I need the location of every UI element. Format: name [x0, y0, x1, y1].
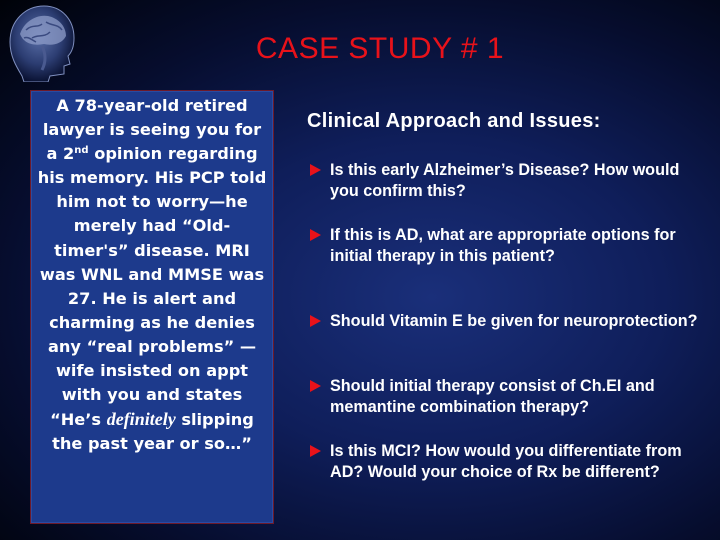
triangle-right-icon — [308, 163, 322, 177]
triangle-right-icon — [308, 314, 322, 328]
triangle-right-icon — [308, 444, 322, 458]
case-emphasis: definitely — [106, 409, 176, 430]
case-description-box — [30, 90, 274, 524]
list-item — [308, 225, 708, 267]
list-item-text: If this is AD, what are appropriate options for initial therapy in this patient? — [330, 226, 676, 265]
issues-heading: Clinical Approach and Issues: — [307, 110, 601, 132]
page-title: CASE STUDY # 1 — [255, 32, 505, 65]
list-item-text: Is this MCI? How would you differentiate from AD? Would your choice of Rx be different? — [330, 442, 682, 481]
triangle-right-icon — [308, 379, 322, 393]
ordinal-suffix: nd — [74, 145, 89, 157]
list-item-text: Should initial therapy consist of Ch.EI and memantine combination therapy? — [330, 377, 655, 416]
list-item — [308, 376, 708, 418]
list-item-text: Should Vitamin E be given for neuroprotection? — [330, 312, 698, 330]
triangle-right-icon — [308, 228, 322, 242]
case-text-part-2: opinion regarding his memory. His PCP told him not to worry—he merely had “Old-timer's” disease. MRI was WNL and MMSE was 27. He is alert and charming as he denies any “real problems” — wife insisted on appt with you and states “He’s — [37, 144, 267, 430]
case-text-part-1: A 78-year-old retired lawyer is seeing you for a 2 — [42, 96, 262, 164]
list-item — [308, 441, 708, 483]
case-text-part-3: slipping the past year or so…” — [52, 410, 254, 454]
list-item — [308, 160, 708, 202]
list-item-text: Is this early Alzheimer’s Disease? How would you confirm this? — [330, 161, 680, 200]
list-item — [308, 311, 708, 332]
